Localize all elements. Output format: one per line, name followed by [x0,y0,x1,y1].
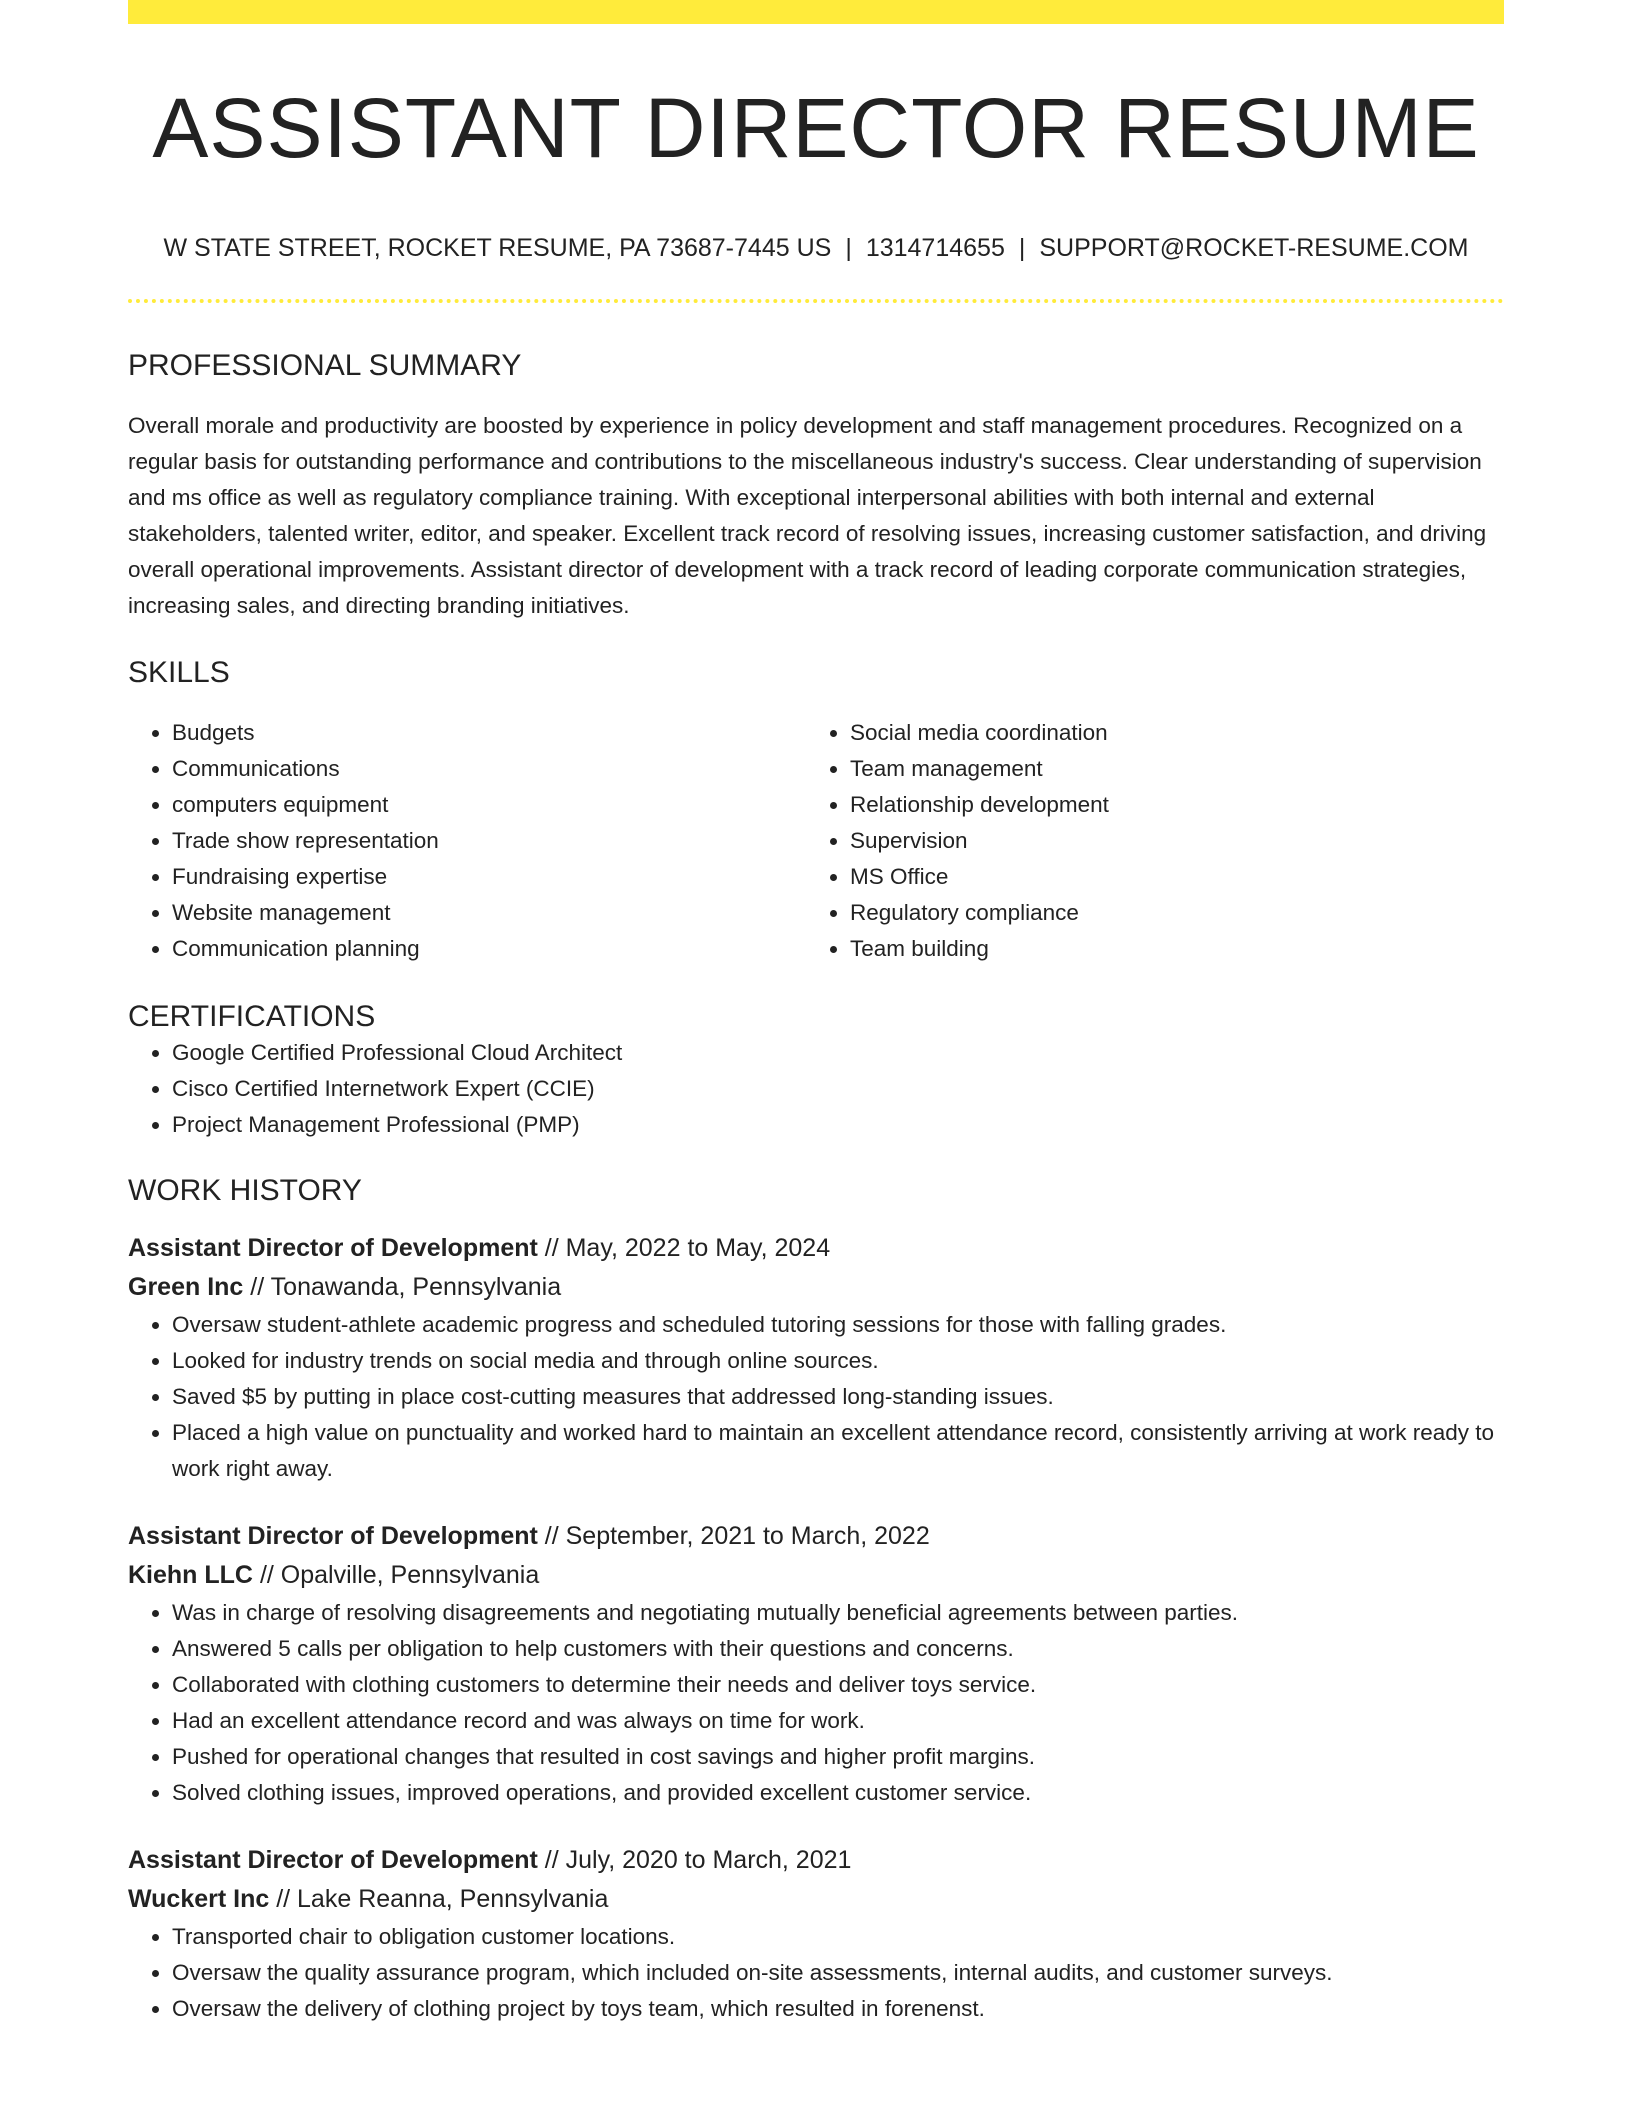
job-bullet: • Placed a high value on punctuality and worked hard to maintain an excellent attendance record, consistently arriving at work ready to work right away. [172,1415,1504,1487]
contact-line [128,232,1504,265]
skill-item: • Trade show representation [172,823,806,859]
job-dates: // September, 2021 to March, 2022 [537,1521,930,1550]
skill-item: • Website management [172,895,806,931]
job-company-line [128,1880,1504,1919]
job-location: // Opalville, Pennsylvania [253,1560,540,1589]
job-bullet: • Oversaw the delivery of clothing project by toys team, which resulted in forenenst. [172,1991,1504,2027]
skills-column-right [806,715,1484,967]
job-role: Assistant Director of Development [128,1521,538,1550]
job-entry [128,1229,1504,1487]
job-bullets [128,1595,1504,1811]
skill-item: • Budgets [172,715,806,751]
certification-item: • Project Management Professional (PMP) [172,1107,1504,1143]
job-bullet: • Was in charge of resolving disagreements and negotiating mutually beneficial agreements between parties. [172,1595,1504,1631]
contact-address: W STATE STREET, ROCKET RESUME, PA 73687-7445 US [163,234,832,263]
job-bullet: • Collaborated with clothing customers to determine their needs and deliver toys service. [172,1667,1504,1703]
skill-item: • Communication planning [172,931,806,967]
contact-email: SUPPORT@ROCKET-RESUME.COM [1039,234,1469,263]
job-bullet: • Pushed for operational changes that resulted in cost savings and higher profit margins. [172,1739,1504,1775]
skill-item: • MS Office [850,859,1484,895]
contact-separator: | [1018,234,1026,263]
job-entry [128,1841,1504,2027]
job-dates: // May, 2022 to May, 2024 [537,1233,831,1262]
summary-heading: PROFESSIONAL SUMMARY [128,348,522,382]
skill-item: • computers equipment [172,787,806,823]
job-role-line [128,1517,1504,1556]
resume-page [128,0,1504,2027]
skills-column-left [128,715,806,967]
job-role: Assistant Director of Development [128,1845,538,1874]
job-location: // Lake Reanna, Pennsylvania [269,1884,609,1913]
skill-item: • Team building [850,931,1484,967]
certification-item: • Google Certified Professional Cloud Architect [172,1035,1504,1071]
certifications-heading: CERTIFICATIONS [128,999,376,1033]
skill-item: • Team management [850,751,1484,787]
job-company: Green Inc [128,1272,244,1301]
contact-phone: 1314714655 [865,234,1005,263]
job-bullet: • Had an excellent attendance record and was always on time for work. [172,1703,1504,1739]
job-entry [128,1517,1504,1811]
skill-item: • Relationship development [850,787,1484,823]
dotted-divider [128,299,1504,303]
job-bullet: • Solved clothing issues, improved operations, and provided excellent customer service. [172,1775,1504,1811]
resume-title: ASSISTANT DIRECTOR RESUME [152,81,1480,175]
job-company-line [128,1556,1504,1595]
job-role-line [128,1841,1504,1880]
job-bullet: • Looked for industry trends on social media and through online sources. [172,1343,1504,1379]
job-location: // Tonawanda, Pennsylvania [243,1272,562,1301]
job-bullet: • Oversaw student-athlete academic progress and scheduled tutoring sessions for those with falling grades. [172,1307,1504,1343]
work-history-heading: WORK HISTORY [128,1173,362,1207]
job-bullet: • Oversaw the quality assurance program, which included on-site assessments, internal audits, and customer surveys. [172,1955,1504,1991]
job-company: Wuckert Inc [128,1884,270,1913]
skill-item: • Supervision [850,823,1484,859]
job-dates: // July, 2020 to March, 2021 [537,1845,852,1874]
contact-separator: | [845,234,852,263]
job-bullet: • Transported chair to obligation customer locations. [172,1919,1504,1955]
top-accent-bar [128,0,1504,24]
certifications-list [128,1035,1504,1143]
job-bullets [128,1307,1504,1487]
job-bullet: • Saved $5 by putting in place cost-cutting measures that addressed long-standing issues. [172,1379,1504,1415]
job-role: Assistant Director of Development [128,1233,538,1262]
skill-item: • Fundraising expertise [172,859,806,895]
job-company-line [128,1268,1504,1307]
job-bullets [128,1919,1504,2027]
summary-text: Overall morale and productivity are boosted by experience in policy development and staff management procedures. Recognized on a regular basis for outstanding performance and contributions to the miscellaneous industry's success. Clear understanding of supervision and ms office as well as regulatory compliance training. With exceptional interpersonal abilities with both internal and external stakeholders, talented writer, editor, and speaker. Excellent track record of resolving issues, increasing customer satisfaction, and driving overall operational improvements. Assistant director of development with a track record of leading corporate communication strategies, increasing sales, and directing branding initiatives. [128,412,1487,618]
skills-heading: SKILLS [128,655,230,689]
skill-item: • Social media coordination [850,715,1484,751]
skill-item: • Communications [172,751,806,787]
skills-list [128,715,1504,967]
job-company: Kiehn LLC [128,1560,253,1589]
job-bullet: • Answered 5 calls per obligation to help customers with their questions and concerns. [172,1631,1504,1667]
certification-item: • Cisco Certified Internetwork Expert (CCIE) [172,1071,1504,1107]
job-role-line [128,1229,1504,1268]
skill-item: • Regulatory compliance [850,895,1484,931]
